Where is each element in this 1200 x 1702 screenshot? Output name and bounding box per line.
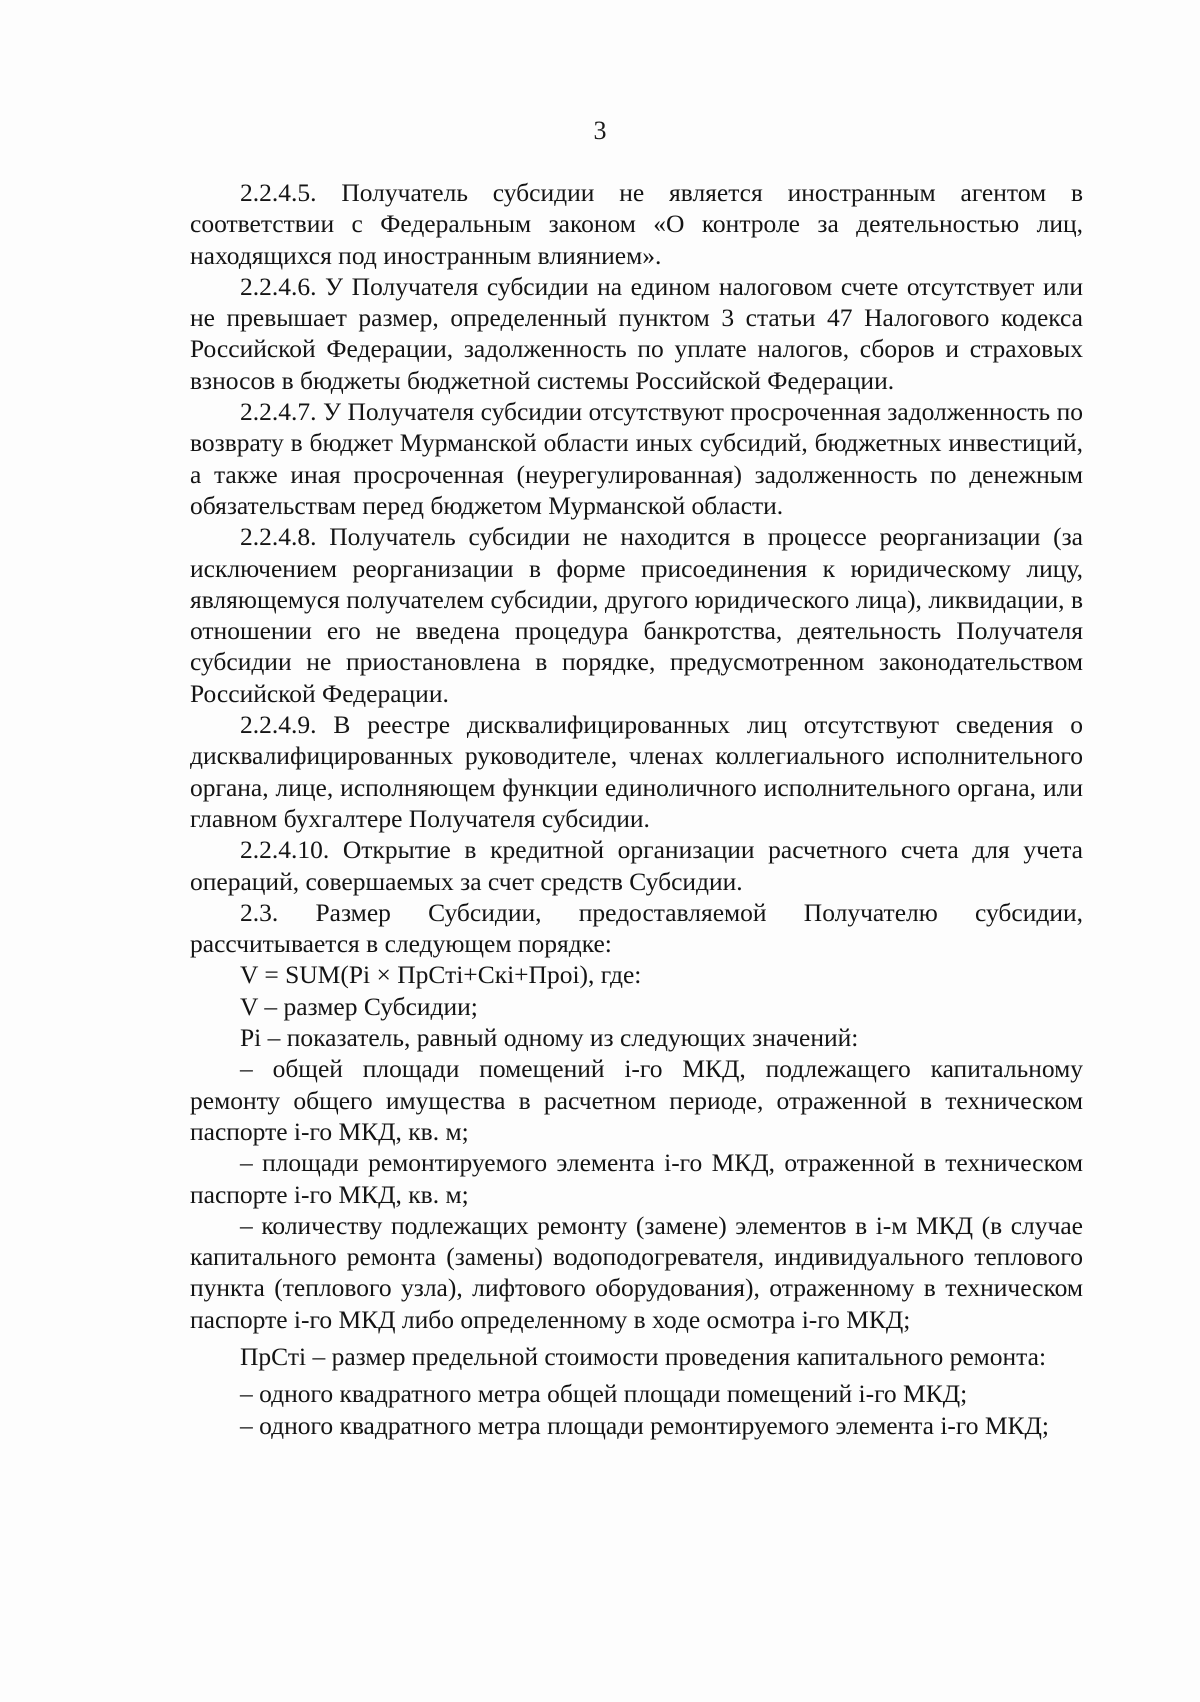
paragraph-2-3: 2.3. Размер Субсидии, предоставляемой Получателю субсидии, рассчитывается в следующем порядке: [190, 897, 1083, 959]
list-item-sqm-element-area: – одного квадратного метра площади ремонтируемого элемента i-го МКД; [240, 1410, 1050, 1440]
paragraph-2-2-4-5: 2.2.4.5. Получатель субсидии не является иностранным агентом в соответствии с Федеральным законом «О контроле за деятельностью лиц, находящихся под иностранным влиянием». [190, 178, 1083, 270]
document-body [190, 177, 1083, 1441]
paragraph-2-2-4-8: 2.2.4.8. Получатель субсидии не находится в процессе реорганизации (за исключением реорганизации в форме присоединения к юридическому лицу, являющемуся получателем субсидии, другого юридического лица), ликвидации, в отношении его не введена процедура банкротства, деятельность Получателя субсидии не приостановлена в порядке, предусмотренном законодательством Российской Федерации. [190, 522, 1083, 708]
definition-v: V – размер Субсидии; [240, 991, 478, 1021]
list-item-element-area: – площади ремонтируемого элемента i-го МКД, отраженной в техническом паспорте i-го МКД, кв. м; [190, 1148, 1083, 1209]
paragraph-2-2-4-6: 2.2.4.6. У Получателя субсидии на едином налоговом счете отсутствует или не превышает размер, определенный пунктом 3 статьи 47 Налогового кодекса Российской Федерации, задолженность по уплате налогов, сборов и страховых взносов в бюджеты бюджетной системы Российской Федерации. [190, 271, 1083, 395]
definition-pi: Pi – показатель, равный одному из следующих значений: [240, 1023, 859, 1053]
list-item-total-area: – общей площади помещений i-го МКД, подлежащего капитальному ремонту общего имущества в расчетном периоде, отраженной в техническом паспорте i-го МКД, кв. м; [190, 1054, 1083, 1146]
list-item-element-count: – количеству подлежащих ремонту (замене) элементов в i-м МКД (в случае капитального ремонта (замены) водоподогревателя, индивидуального теплового пункта (теплового узла), лифтового оборудования), отраженному в техническом паспорте i-го МКД либо определенному в ходе осмотра i-го МКД; [190, 1210, 1083, 1334]
definition-prsti: ПрСтi – размер предельной стоимости проведения капитального ремонта: [240, 1341, 1047, 1371]
paragraph-2-2-4-7: 2.2.4.7. У Получателя субсидии отсутствуют просроченная задолженность по возврату в бюджет Мурманской области иных субсидий, бюджетных инвестиций, а также иная просроченная (неурегулированная) задолженность по денежным обязательствам перед бюджетом Мурманской области. [190, 397, 1083, 520]
page-number: 3 [593, 116, 607, 145]
formula-line: V = SUM(Pi × ПрСтi+Скi+Проi), где: [240, 960, 642, 990]
paragraph-2-2-4-10: 2.2.4.10. Открытие в кредитной организации расчетного счета для учета операций, совершаемых за счет средств Субсидии. [190, 835, 1083, 896]
list-item-sqm-total-area: – одного квадратного метра общей площади помещений i-го МКД; [240, 1379, 968, 1409]
paragraph-2-2-4-9: 2.2.4.9. В реестре дисквалифицированных лиц отсутствуют сведения о дисквалифицированных руководителе, членах коллегиального исполнительного органа, лице, исполняющем функции единоличного исполнительного органа, или главном бухгалтере Получателя субсидии. [190, 710, 1083, 833]
